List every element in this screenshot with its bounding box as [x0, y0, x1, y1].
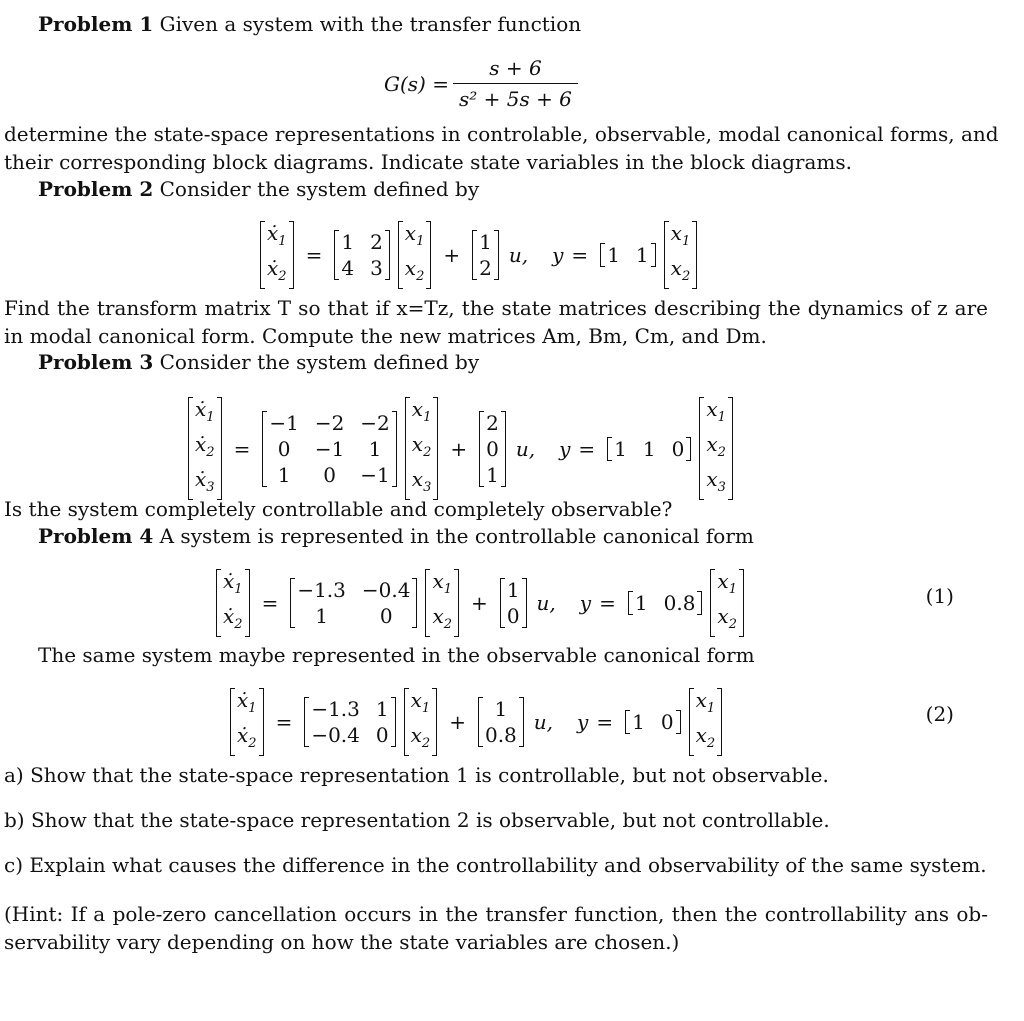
output-state-vector: $x_1$ $x_2$ [689, 687, 723, 757]
problem-2-intro: Consider the system defined by [159, 177, 480, 201]
matrix-C-1: 1 0.8 [628, 590, 703, 616]
problem-4-statement [38, 522, 988, 550]
matrix-A: −1 −2 −2 0 −1 1 1 0 −1 [262, 410, 396, 488]
item-a: a) Show that the state-space representation 1 is controllable, but not observable. [4, 763, 829, 787]
state-derivative-vector: ẋ$_1$ ẋ$_2$ [260, 220, 294, 290]
matrix-C: 1 1 [600, 242, 655, 268]
output-state-vector: $x_1$ $x_2$ [664, 220, 698, 290]
problem-2-statement [38, 175, 988, 203]
matrix-A-1: −1.3 −0.4 1 0 [290, 577, 417, 629]
equation-tag-2: (2) [925, 702, 954, 726]
problem-4-mid-text: The same system maybe represented in the observable canonical form [38, 643, 755, 667]
problem-2-text-line-1: Find the transform matrix T so that if x=Tz, the state matrices describing the dynamics of z are [4, 296, 988, 320]
matrix-B-2: 1 0.8 [478, 696, 524, 748]
matrix-B: 1 2 [472, 229, 499, 281]
problem-3-label: Problem 3 [38, 350, 154, 374]
controllable-form-equation: ẋ$_1$ ẋ$_2$ = −1.3 −0.4 1 0 $x_1$ $x_2$ + 1 0 u, y = 1 0.8 $x_1$ $x_2$ [212, 568, 748, 638]
matrix-A-2: −1.3 1 −0.4 0 [304, 696, 395, 748]
state-derivative-vector: ẋ$_1$ ẋ$_2$ [230, 687, 264, 757]
problem-1-statement [38, 10, 988, 38]
problem-3-statement [38, 348, 988, 376]
output-state-vector: $x_1$ $x_2$ $x_3$ [699, 396, 733, 501]
matrix-C-2: 1 0 [625, 709, 680, 735]
transfer-function-fraction [453, 56, 578, 111]
problem-3-question: Is the system completely controllable and completely observable? [4, 497, 673, 521]
matrix-C: 1 1 0 [607, 436, 691, 462]
problem-4-intro: A system is represented in the controllable canonical form [159, 524, 754, 548]
equation-tag-1: (1) [925, 584, 954, 608]
transfer-function-equation [384, 56, 582, 111]
item-b: b) Show that the state-space representation 2 is observable, but not controllable. [4, 808, 830, 832]
problem-3-intro: Consider the system defined by [159, 350, 480, 374]
problem-4-label: Problem 4 [38, 524, 154, 548]
hint-line-2: servability vary depending on how the state variables are chosen.) [4, 930, 680, 954]
transfer-function-lhs: G(s) = [384, 71, 449, 96]
problem-2-label: Problem 2 [38, 177, 154, 201]
observable-form-equation: ẋ$_1$ ẋ$_2$ = −1.3 1 −0.4 0 $x_1$ $x_2$ + 1 0.8 u, y = 1 0 $x_1$ $x_2$ [226, 687, 726, 757]
state-vector: $x_1$ $x_2$ [425, 568, 459, 638]
problem-1-text-line-2: their corresponding block diagrams. Indicate state variables in the block diagrams. [4, 150, 852, 174]
problem-1-text-line-1: determine the state-space representations in controlable, observable, modal canonical forms, and [4, 122, 999, 146]
state-derivative-vector: ẋ$_1$ ẋ$_2$ ẋ$_3$ [188, 396, 222, 501]
matrix-A: 1 2 4 3 [334, 229, 389, 281]
problem-2-text-line-2: in modal canonical form. Compute the new matrices Am, Bm, Cm, and Dm. [4, 324, 767, 348]
problem-1-label: Problem 1 [38, 12, 154, 36]
transfer-function-numerator: s + 6 [489, 56, 542, 80]
hint-line-1: (Hint: If a pole-zero cancellation occurs in the transfer function, then the controllability ans ob- [4, 902, 988, 926]
state-vector: $x_1$ $x_2$ [398, 220, 432, 290]
problem-3-state-equation: ẋ$_1$ ẋ$_2$ ẋ$_3$ = −1 −2 −2 0 −1 1 1 0 −1 $x_1$ $x_2$ $x_3$ + 2 0 1 u, y = 1 1 0 $x_1$ $x_2$ $x_3$ [184, 396, 737, 501]
matrix-B: 2 0 1 [479, 410, 506, 488]
transfer-function-denominator: s² + 5s + 6 [453, 83, 578, 111]
output-state-vector: $x_1$ $x_2$ [710, 568, 744, 638]
matrix-B-1: 1 0 [500, 577, 527, 629]
problem-1-intro: Given a system with the transfer function [159, 12, 582, 36]
item-c: c) Explain what causes the difference in the controllability and observability of the same system. [4, 853, 987, 877]
state-vector: $x_1$ $x_2$ [404, 687, 438, 757]
state-derivative-vector: ẋ$_1$ ẋ$_2$ [216, 568, 250, 638]
problem-2-state-equation: ẋ$_1$ ẋ$_2$ = 1 2 4 3 $x_1$ $x_2$ + 1 2 u, y = 1 1 $x_1$ $x_2$ [256, 220, 701, 290]
state-vector: $x_1$ $x_2$ $x_3$ [405, 396, 439, 501]
